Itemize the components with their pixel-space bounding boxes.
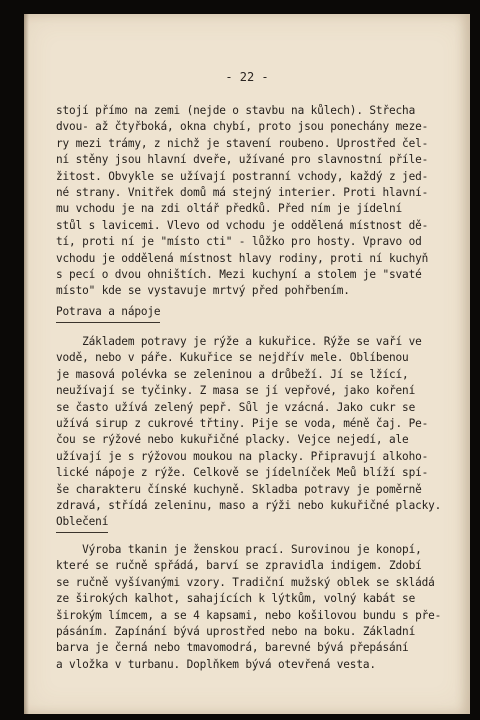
text-line: a vložka v turbanu. Doplňkem bývá otevřená vesta. [56,657,376,671]
text-line: ní stěny jsou hlavní dveře, užívané pro slavnostní příle- [56,153,429,167]
text-line: je masová polévka se zeleninou a drůbeží. Jí se lžící, [56,367,409,381]
text-line: užívá sirup z cukrové třtiny. Pije se voda, méně čaj. Pe- [56,417,429,431]
text-line: barva je černá nebo tmavomodrá, barevné bývá přepásání [56,641,409,655]
text-line: lické nápoje z rýže. Celkově se jídelníček Meů blíží spí- [56,466,429,480]
text-line: s pecí o dvou ohništích. Mezi kuchyní a stolem je "svaté [56,268,422,282]
text-line: užívají je s rýžovou moukou na placky. Připravují alkoho- [56,449,429,463]
text-line: ze širokých kalhot, sahajících k lýtkům, volný kabát se [56,592,416,606]
text-line: dvou- až čtyřboká, okna chybí, proto jsou ponechány meze- [56,120,429,134]
text-line: neužívají se tyčinky. Z masa se jí vepřové, jako koření [56,384,416,398]
text-line: žitost. Obvykle se užívají postranní vchody, každý z jed- [56,169,429,183]
book-page [24,14,470,714]
text-line: Výroba tkanin je ženskou prací. Surovinou je konopí, [56,543,422,556]
section-heading-clothing: Oblečení [56,514,108,533]
text-line: stojí přímo na zemi (nejde o stavbu na kůlech). Střecha [56,104,416,117]
page-spine-shadow [24,14,29,714]
intro-paragraph [56,103,440,300]
food-paragraph [56,334,440,514]
clothing-paragraph [56,542,440,673]
text-line: místo" kde se vystavuje mrtvý před pohřbením. [56,284,350,298]
text-line: mu vchodu je na zdi oltář předků. Před ním je jídelní [56,202,403,216]
text-line: stůl s lavicemi. Vlevo od vchodu je oddělená místnost dě- [56,218,429,232]
text-line: še charakteru čínské kuchyně. Skladba potravy je poměrně [56,482,422,496]
text-line: Základem potravy je rýže a kukuřice. Rýže se vaří ve [56,335,422,348]
text-line: zdravá, střídá zeleninu, maso a rýži nebo kukuřičné placky. [56,499,442,513]
text-line: se často užívá zelený pepř. Sůl je vzácná. Jako cukr se [56,400,416,414]
section-heading-food: Potrava a nápoje [56,304,160,323]
text-line: se ručně vyšívanými vzory. Tradiční mužský oblek se skládá [56,575,435,589]
text-line: pásáním. Zapínání bývá uprostřed nebo na boku. Základní [56,625,416,639]
text-line: né strany. Vnitřek domů má stejný interier. Proti hlavní- [56,186,429,200]
text-line: které se ručně spřádá, barví se zpravidla indigem. Zdobí [56,559,422,573]
text-line: ry mezi trámy, z nichž je stavení roubeno. Uprostřed čel- [56,136,429,150]
text-line: vchodu je oddělená místnost hlavy rodiny, proti ní kuchyň [56,251,429,265]
page-number: - 22 - [225,70,269,84]
text-line: tí, proti ní je "místo cti" - lůžko pro hosty. Vpravo od [56,235,422,249]
text-line: širokým límcem, a se 4 kapsami, nebo košilovou bundu s pře- [56,608,442,622]
text-line: vodě, nebo v páře. Kukuřice se nejdřív mele. Oblíbenou [56,351,409,365]
text-line: čou se rýžové nebo kukuřičné placky. Vejce nejedí, ale [56,433,409,447]
